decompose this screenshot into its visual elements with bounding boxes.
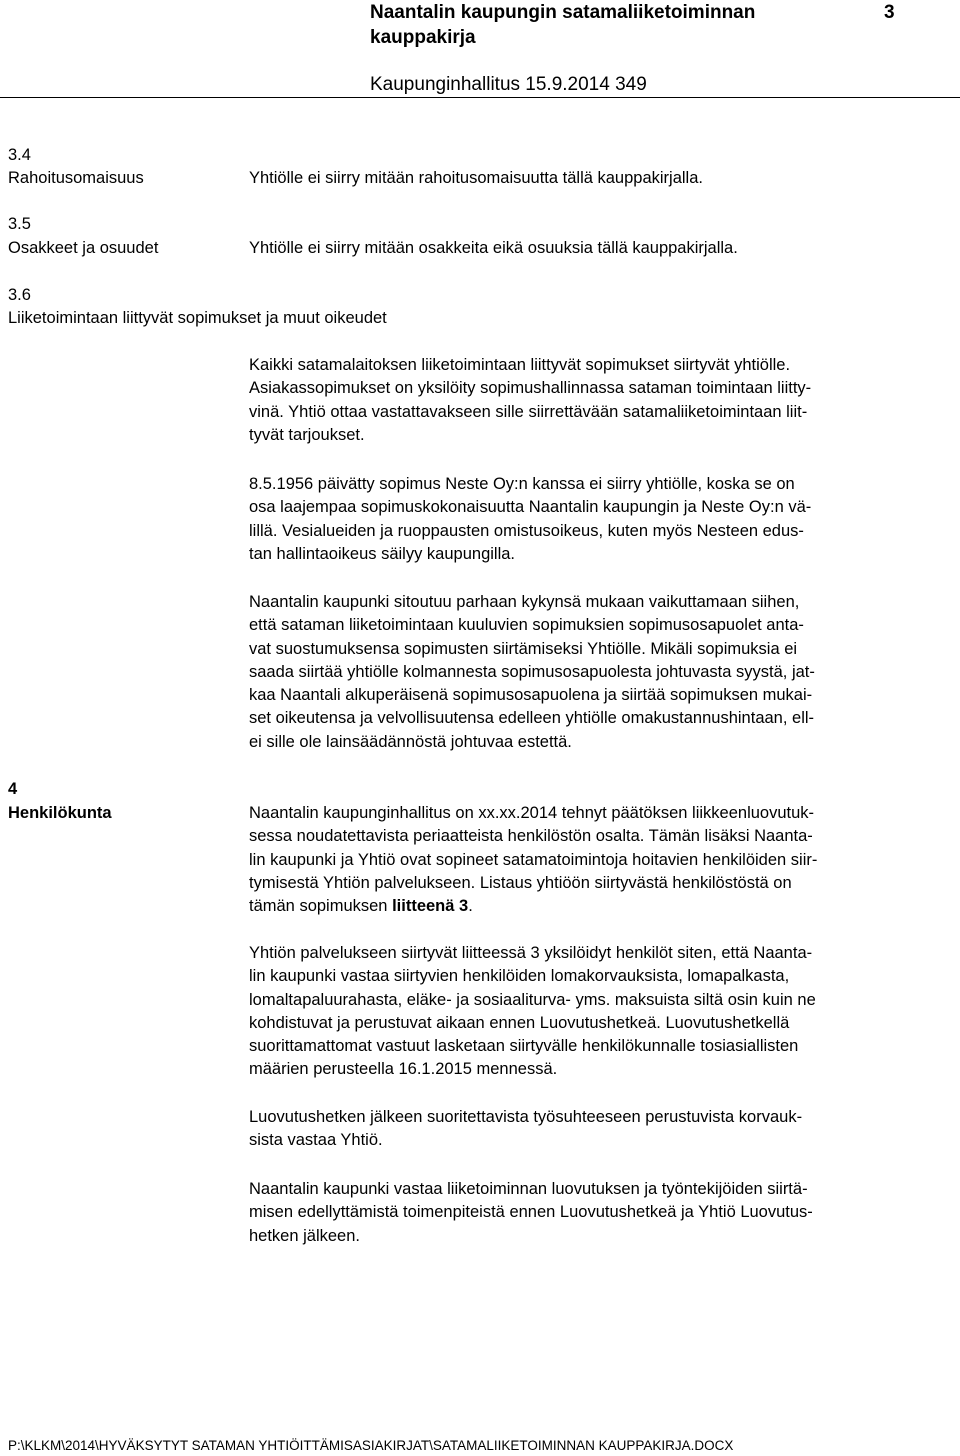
section-3-5-title: Osakkeet ja osuudet [8, 239, 159, 257]
paragraph-line: Yhtiön palvelukseen siirtyvät liitteessä 3 yksilöidyt henkilöt siten, että Naanta- [249, 944, 813, 962]
paragraph-line: ei sille ole lainsäädännöstä johtuvaa estettä. [249, 732, 572, 751]
paragraph-line: sista vastaa Yhtiö. [249, 1131, 383, 1150]
paragraph-line: vinä. Yhtiö ottaa vastattavakseen sille siirrettävään satamaliiketoimintaan liit- [249, 402, 808, 421]
paragraph-line: Kaikki satamalaitoksen liiketoimintaan liittyvät sopimukset siirtyvät yhtiölle. [249, 356, 791, 374]
paragraph-line: Naantalin kaupunki sitoutuu parhaan kykynsä mukaan vaikuttamaan siihen, [249, 593, 800, 611]
section-3-5-text: Yhtiölle ei siirry mitään osakkeita eikä osuuksia tällä kauppakirjalla. [249, 239, 738, 257]
paragraph-line: Naantalin kaupunki vastaa liiketoiminnan luovutuksen ja työntekijöiden siirtä- [249, 1180, 808, 1198]
section-3-4-number: 3.4 [8, 146, 31, 164]
section-4-paragraph-1 [249, 802, 949, 918]
attachment-reference: liitteenä 3 [392, 897, 469, 916]
paragraph-line: Naantalin kaupunginhallitus on xx.xx.2014 tehnyt päätöksen liikkeenluovutuk- [249, 804, 815, 822]
paragraph-line: sessa noudatettavista periaatteista henkilöstön osalta. Tämän lisäksi Naanta- [249, 827, 813, 846]
paragraph-line: 8.5.1956 päivätty sopimus Neste Oy:n kanssa ei siirry yhtiölle, koska se on [249, 475, 795, 493]
paragraph-line: tan hallintaoikeus säilyy kaupungilla. [249, 544, 515, 563]
paragraph-line: kohdistuvat ja perustuvat aikaan ennen Luovutushetkeä. Luovutushetkellä [249, 1013, 790, 1032]
paragraph-line: lin kaupunki vastaa siirtyvien henkilöiden lomakorvauksista, lomapalkasta, [249, 967, 790, 986]
document-title-line-1: Naantalin kaupungin satamaliiketoiminnan [370, 2, 756, 23]
section-4-paragraph-3 [249, 1106, 949, 1153]
section-3-6-title: Liiketoimintaan liittyvät sopimukset ja muut oikeudet [8, 309, 387, 327]
section-3-4-text: Yhtiölle ei siirry mitään rahoitusomaisuutta tällä kauppakirjalla. [249, 169, 703, 187]
paragraph-line: vat suostumuksensa sopimusten siirtämiseksi Yhtiölle. Mikäli sopimuksia ei [249, 639, 798, 658]
paragraph-line: set oikeutensa ja velvollisuutensa edelleen yhtiölle omakustannushintaan, ell- [249, 709, 815, 728]
paragraph-line: että sataman liiketoimintaan kuuluvien sopimuksien sopimusosapuolet anta- [249, 616, 804, 635]
paragraph-line: suorittamattomat vastuut lasketaan siirtyvälle henkilökunnalle tosiasiallisten [249, 1037, 799, 1056]
document-title-line-2: kauppakirja [370, 27, 476, 48]
paragraph-line: lomaltapaluurahasta, eläke- ja sosiaaliturva- yms. maksuista siltä osin kuin ne [249, 990, 816, 1009]
paragraph-line: kaa Naantali alkuperäisenä sopimusosapuolena ja siirtää sopimuksen mukai- [249, 686, 813, 705]
paragraph-line: saada siirtää yhtiölle kolmannesta sopimusosapuolesta johtuvasta syystä, jat- [249, 662, 815, 681]
section-3-6-paragraph-3 [249, 591, 949, 754]
paragraph-line: Luovutushetken jälkeen suoritettavista työsuhteeseen perustuvista korvauk- [249, 1108, 803, 1126]
section-3-6-paragraph-1 [249, 354, 949, 447]
paragraph-line: osa laajempaa sopimuskokonaisuutta Naantalin kaupungin ja Neste Oy:n vä- [249, 498, 812, 517]
paragraph-line: hetken jälkeen. [249, 1226, 360, 1245]
section-4-paragraph-2 [249, 942, 949, 1082]
section-3-6-paragraph-2 [249, 473, 949, 566]
paragraph-line: misen edellyttämistä toimenpiteistä ennen Luovutushetkeä ja Yhtiö Luovutus- [249, 1203, 813, 1222]
paragraph-line [249, 895, 949, 918]
section-4-paragraph-4 [249, 1178, 949, 1248]
section-3-6-number: 3.6 [8, 286, 31, 304]
paragraph-text: . [468, 897, 473, 916]
paragraph-line: Asiakassopimukset on yksilöity sopimushallinnassa sataman toimintaan liitty- [249, 379, 812, 398]
document-subtitle: Kaupunginhallitus 15.9.2014 349 [370, 74, 647, 95]
paragraph-text: tämän sopimuksen [249, 897, 393, 916]
file-path-footer: P:\KLKM\2014\HYVÄKSYTYT SATAMAN YHTIÖITTÄMISASIAKIRJAT\SATAMALIIKETOIMINNAN KAUPPAKIRJA.DOCX [8, 1438, 734, 1453]
paragraph-line: tymisestä Yhtiön palvelukseen. Listaus yhtiöön siirtyvästä henkilöstöstä on [249, 873, 792, 892]
section-4-title: Henkilökunta [8, 804, 112, 822]
section-4-number: 4 [8, 780, 18, 798]
paragraph-line: lillä. Vesialueiden ja ruoppausten omistusoikeus, kuten myös Nesteen edus- [249, 521, 804, 540]
page-number: 3 [884, 2, 895, 23]
section-3-5-number: 3.5 [8, 215, 31, 233]
paragraph-line: tyvät tarjoukset. [249, 425, 365, 444]
header-divider [0, 97, 960, 98]
section-3-4-title: Rahoitusomaisuus [8, 169, 144, 187]
document-title [370, 0, 755, 50]
paragraph-line: määrien perusteella 16.1.2015 mennessä. [249, 1060, 558, 1079]
paragraph-line: lin kaupunki ja Yhtiö ovat sopineet satamatoimintoja hoitavien henkilöiden siir- [249, 850, 818, 869]
